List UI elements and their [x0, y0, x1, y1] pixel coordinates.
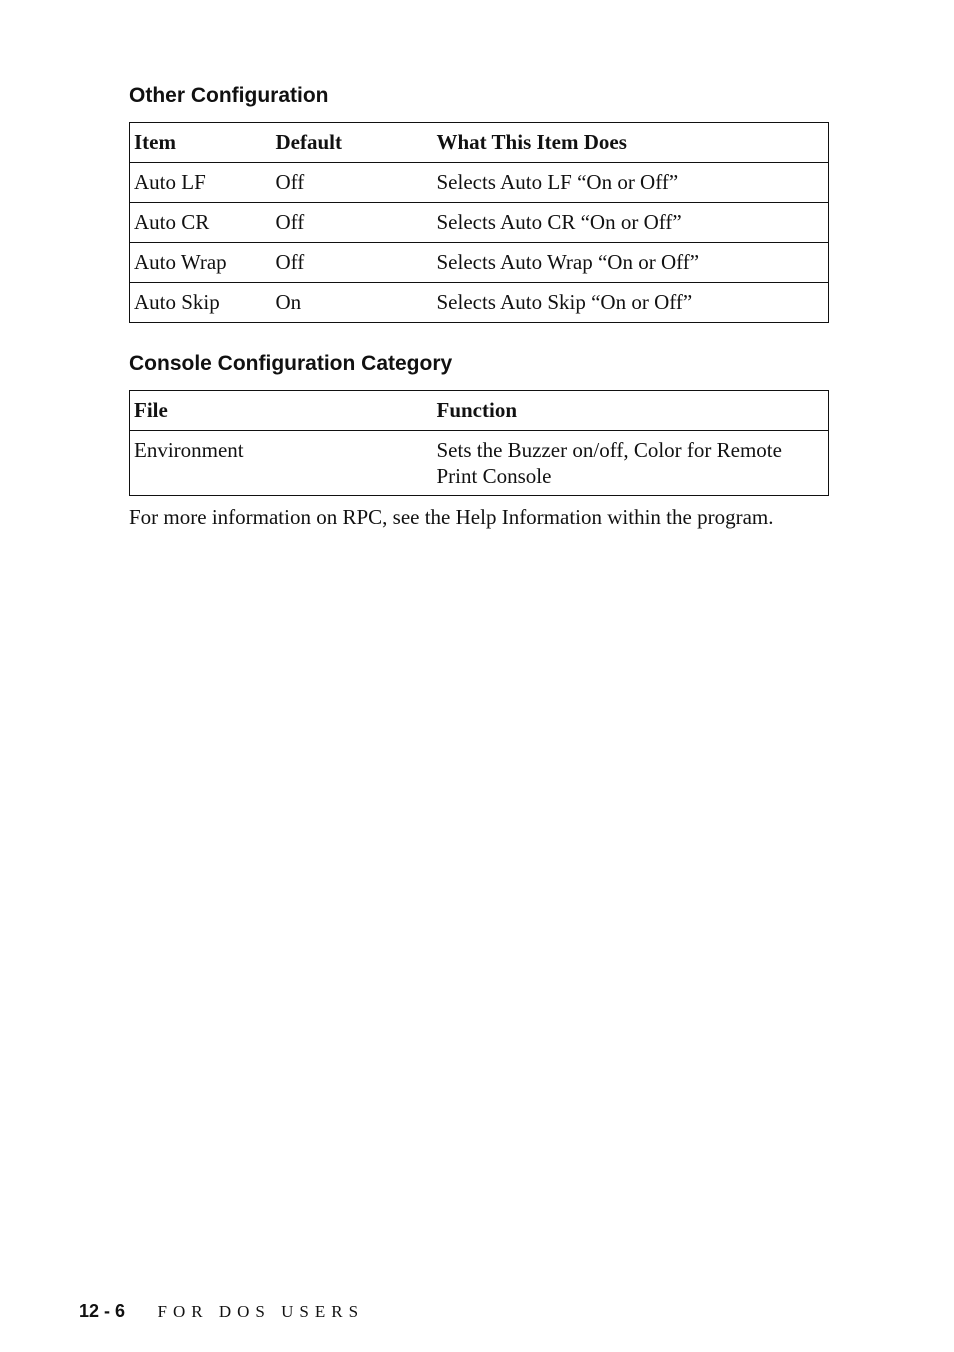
table-row [130, 283, 829, 323]
table-cell-item: Auto LF [134, 170, 206, 194]
column-header-function: Function [436, 398, 518, 422]
table-cell-default: Off [275, 250, 305, 274]
table-row [130, 163, 829, 203]
column-header-item: Item [134, 130, 176, 154]
column-header-default: Default [275, 130, 342, 154]
other-configuration-table [129, 122, 829, 323]
page-footer [79, 1299, 364, 1324]
table-cell-item: Auto Wrap [134, 250, 227, 274]
table-cell-default: Off [275, 210, 305, 234]
page-number: 12 - 6 [79, 1301, 126, 1321]
rpc-help-note: For more information on RPC, see the Help Information within the program. [129, 505, 774, 529]
table-cell-file: Environment [134, 438, 244, 462]
table-row [130, 431, 829, 496]
column-header-file: File [134, 398, 168, 422]
table-row [130, 203, 829, 243]
table-row [130, 243, 829, 283]
table-cell-description: Selects Auto CR “On or Off” [436, 210, 682, 234]
column-header-what-this-item-does: What This Item Does [436, 130, 627, 154]
console-configuration-table [129, 390, 829, 496]
table-cell-item: Auto CR [134, 210, 210, 234]
table-cell-item: Auto Skip [134, 290, 220, 314]
table-cell-default: Off [275, 170, 305, 194]
section-heading-other-configuration: Other Configuration [129, 84, 329, 107]
table-cell-description: Selects Auto Skip “On or Off” [436, 290, 693, 314]
section-heading-console-configuration: Console Configuration Category [129, 352, 453, 375]
table-cell-default: On [275, 290, 302, 314]
table-cell-description: Selects Auto Wrap “On or Off” [436, 250, 700, 274]
table-header-row [130, 391, 829, 431]
table-cell-function: Sets the Buzzer on/off, Color for Remote Print Console [436, 438, 782, 488]
running-title: FOR DOS USERS [157, 1302, 365, 1321]
table-header-row [130, 123, 829, 163]
table-cell-description: Selects Auto LF “On or Off” [436, 170, 679, 194]
